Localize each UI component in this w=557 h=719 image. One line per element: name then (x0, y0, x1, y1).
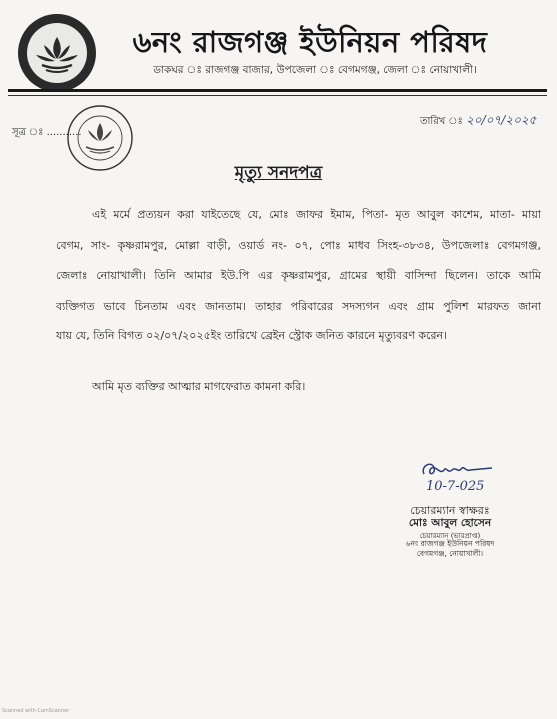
chairman-place: বেগমগঞ্জ, নোয়াখালী। (416, 549, 484, 558)
union-address: ডাকঘর ঃ রাজগঞ্জ বাজার, উপজেলা ঃ বেগমগঞ্জ, জেলা ঃ নোয়াখালী। (153, 64, 477, 76)
date-label: তারিখ ঃ (420, 116, 463, 127)
header-divider-thick (8, 89, 547, 92)
closing-line: আমি মৃত ব্যক্তির আত্মার মাগফেরাত কামনা করি। (92, 380, 306, 393)
scanner-watermark: Scanned with CamScanner (2, 708, 70, 714)
certificate-heading: মৃত্যু সনদপত্র (234, 163, 323, 183)
reference-number: সূত্র ঃ ........... (12, 127, 82, 138)
signature-label: চেয়ারম্যান স্বাক্ষরঃ (410, 504, 490, 517)
body-line-1: এই মর্মে প্রত্যয়ন করা যাইতেছে যে, মোঃ জাফর ইমাম, পিতা- মৃত আবুল কাশেম, মাতা- মায়া (92, 208, 541, 221)
issue-date (420, 112, 536, 132)
union-logo-icon (18, 14, 96, 92)
union-title: ৬নং রাজগঞ্জ ইউনিয়ন পরিষদ (132, 25, 488, 59)
body-line-2: বেগম, সাং- কৃষ্ণরামপুর, মোল্লা বাড়ী, ওয়ার্ড নং- ০৭, পোঃ মাধব সিংহ-৩৮৩৪, উপজেলাঃ বেগমগঞ্জ, (56, 239, 541, 252)
body-line-5: যায় যে, তিনি বিগত ০২/০৭/২০২৫ইং তারিখে ব্রেইন স্ট্রোক জনিত কারনে মৃত্যুবরণ করেন। (56, 329, 448, 342)
chairman-name: মোঃ আবুল হোসেন (408, 517, 492, 529)
body-line-3: জেলাঃ নোয়াখালী। তিনি আমার ইউ.পি এর কৃষ্ণরামপুর, গ্রামের স্থায়ী বাসিন্দা ছিলেন। তাকে আমি (56, 269, 541, 282)
body-line-4: ব্যক্তিগত ভাবে চিনতাম এবং জানতাম। তাহার পরিবারের সদস্যগন এবং গ্রাম পুলিশ মারফত জানা (56, 300, 541, 313)
signature-date: 10-7-025 (426, 479, 485, 494)
chairman-designation: চেয়ারম্যান (ভারপ্রাপ্ত) (419, 532, 481, 540)
header-divider-thin (8, 95, 547, 96)
date-value: ২০/০৭/২০২৫ (465, 113, 537, 127)
chairman-organization: ৬নং রাজগঞ্জ ইউনিয়ন পরিষদ (405, 539, 495, 548)
